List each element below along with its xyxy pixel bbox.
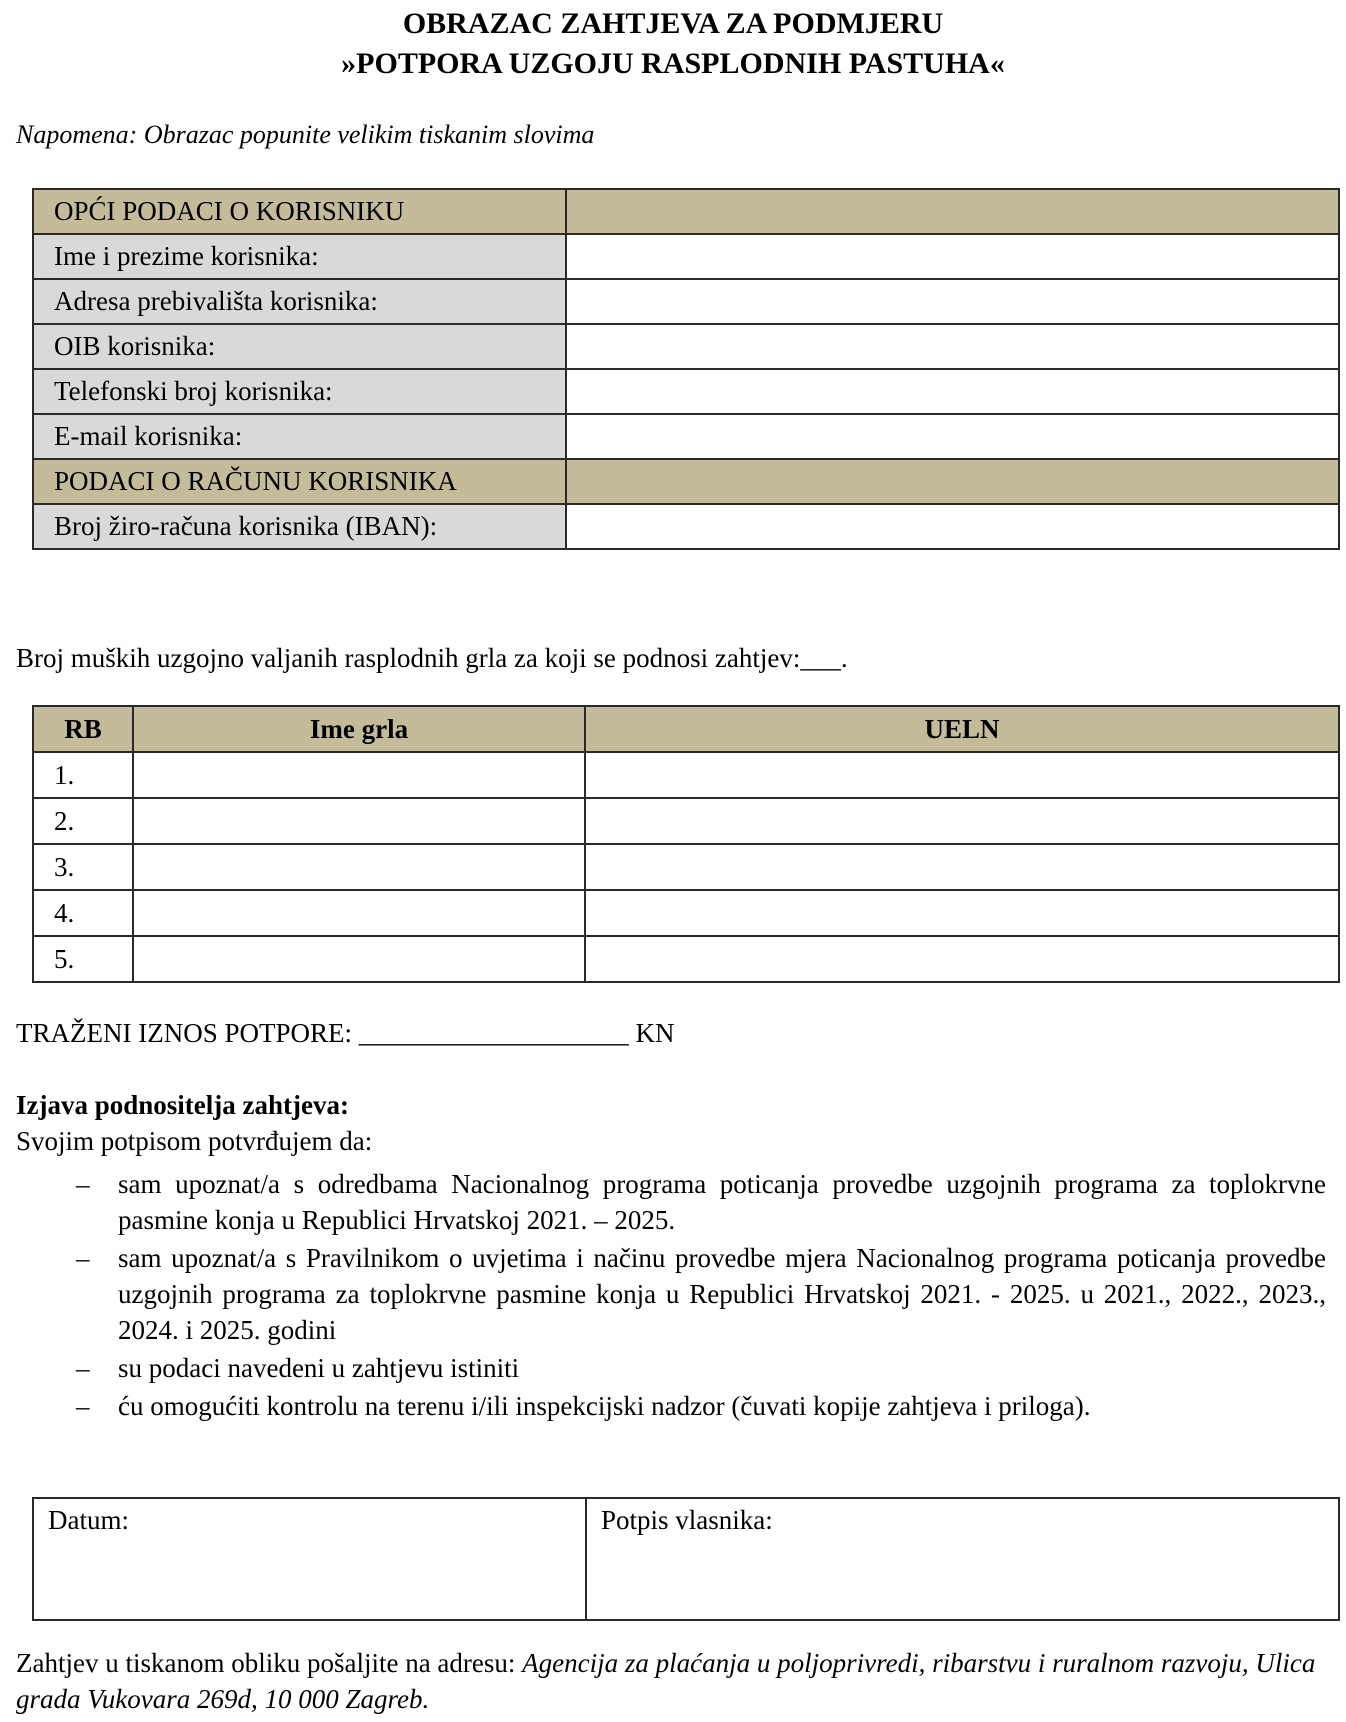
declaration-item-text: sam upoznat/a s odredbama Nacionalnog programa poticanja provedbe uzgojnih programa za toplokrvne pasmine konja u Republici Hrvatskoj 2021. – 2025.	[118, 1169, 1326, 1235]
row-number: 4.	[33, 890, 133, 936]
row-number: 3.	[33, 844, 133, 890]
row-number: 2.	[33, 798, 133, 844]
table-row	[33, 752, 1339, 798]
field-label-email: E-mail korisnika:	[33, 414, 566, 459]
animal-ueln-input[interactable]	[585, 936, 1339, 982]
animal-name-input[interactable]	[133, 890, 585, 936]
table-row	[33, 504, 1339, 549]
dash-bullet-icon: –	[76, 1353, 90, 1383]
animal-ueln-input[interactable]	[585, 844, 1339, 890]
declaration-item-text: sam upoznat/a s Pravilnikom o uvjetima i načinu provedbe mjera Nacionalnog programa poticanja provedbe uzgojnih programa za toplokrvne pasmine konja u Republici Hrvatskoj 2021. - 2025. u 2021., 2022., 2023., 2024. i 2025. godini	[118, 1243, 1326, 1345]
section-header-label: OPĆI PODACI O KORISNIKU	[33, 189, 566, 234]
table-row	[33, 324, 1339, 369]
signature-label: Potpis vlasnika:	[601, 1505, 773, 1535]
field-phone-input[interactable]	[566, 369, 1339, 414]
animal-ueln-input[interactable]	[585, 890, 1339, 936]
dash-bullet-icon: –	[76, 1391, 90, 1421]
animals-table	[32, 705, 1340, 983]
animal-ueln-input[interactable]	[585, 752, 1339, 798]
footer-text: Zahtjev u tiskanom obliku pošaljite na adresu:	[16, 1648, 523, 1678]
dash-bullet-icon: –	[76, 1243, 90, 1273]
animal-name-input[interactable]	[133, 752, 585, 798]
amount-currency: KN	[635, 1018, 675, 1048]
list-item	[76, 1388, 1326, 1424]
table-row	[33, 1498, 1339, 1620]
table-row	[33, 890, 1339, 936]
animal-name-input[interactable]	[133, 844, 585, 890]
requested-amount-line	[16, 1018, 675, 1049]
amount-blank-field[interactable]: ____________________	[358, 1018, 629, 1048]
user-info-table	[32, 188, 1340, 550]
table-row	[33, 798, 1339, 844]
field-label-address: Adresa prebivališta korisnika:	[33, 279, 566, 324]
section-header-general	[33, 189, 1339, 234]
declaration-list	[76, 1166, 1326, 1426]
declaration-item-text: su podaci navedeni u zahtjevu istiniti	[118, 1353, 520, 1383]
field-label-oib: OIB korisnika:	[33, 324, 566, 369]
table-row	[33, 844, 1339, 890]
table-row	[33, 369, 1339, 414]
animal-ueln-input[interactable]	[585, 798, 1339, 844]
footer-address	[16, 1645, 1336, 1717]
row-number: 1.	[33, 752, 133, 798]
field-address-input[interactable]	[566, 279, 1339, 324]
animal-count-line: Broj muških uzgojno valjanih rasplodnih grla za koji se podnosi zahtjev:___.	[16, 643, 848, 673]
form-note: Napomena: Obrazac popunite velikim tiskanim slovima	[16, 120, 595, 149]
field-name-input[interactable]	[566, 234, 1339, 279]
form-title-line1: OBRAZAC ZAHTJEVA ZA PODMJERU	[402, 7, 944, 40]
date-field[interactable]	[33, 1498, 586, 1620]
animals-table-header	[33, 706, 1339, 752]
list-item	[76, 1350, 1326, 1386]
form-title-line2: »POTPORA UZGOJU RASPLODNIH PASTUHA«	[341, 47, 1005, 80]
amount-label: TRAŽENI IZNOS POTPORE:	[16, 1018, 352, 1048]
footer-agency-address: Agencija za plaćanja u poljoprivredi, ribarstvu i ruralnom razvoju, Ulica grada Vukovara 269d, 10 000 Zagreb.	[16, 1648, 1316, 1714]
column-header-name: Ime grla	[133, 706, 585, 752]
declaration-title: Izjava podnositelja zahtjeva:	[16, 1090, 349, 1120]
declaration-intro: Svojim potpisom potvrđujem da:	[16, 1126, 373, 1156]
field-label-iban: Broj žiro-računa korisnika (IBAN):	[33, 504, 566, 549]
field-oib-input[interactable]	[566, 324, 1339, 369]
field-email-input[interactable]	[566, 414, 1339, 459]
field-iban-input[interactable]	[566, 504, 1339, 549]
list-item	[76, 1240, 1326, 1348]
column-header-ueln: UELN	[585, 706, 1339, 752]
signature-field[interactable]	[586, 1498, 1339, 1620]
table-row	[33, 234, 1339, 279]
list-item	[76, 1166, 1326, 1238]
date-label: Datum:	[48, 1505, 129, 1535]
section-header-label: PODACI O RAČUNU KORISNIKA	[33, 459, 566, 504]
dash-bullet-icon: –	[76, 1169, 90, 1199]
declaration-item-text: ću omogućiti kontrolu na terenu i/ili inspekcijski nadzor (čuvati kopije zahtjeva i priloga).	[118, 1391, 1091, 1421]
row-number: 5.	[33, 936, 133, 982]
table-row	[33, 279, 1339, 324]
column-header-rb: RB	[33, 706, 133, 752]
form-title	[0, 4, 1346, 84]
field-label-name: Ime i prezime korisnika:	[33, 234, 566, 279]
section-header-account	[33, 459, 1339, 504]
table-row	[33, 414, 1339, 459]
animal-name-input[interactable]	[133, 798, 585, 844]
animal-name-input[interactable]	[133, 936, 585, 982]
section-header-fill	[566, 189, 1339, 234]
table-row	[33, 936, 1339, 982]
field-label-phone: Telefonski broj korisnika:	[33, 369, 566, 414]
section-header-fill	[566, 459, 1339, 504]
signature-table	[32, 1497, 1340, 1621]
